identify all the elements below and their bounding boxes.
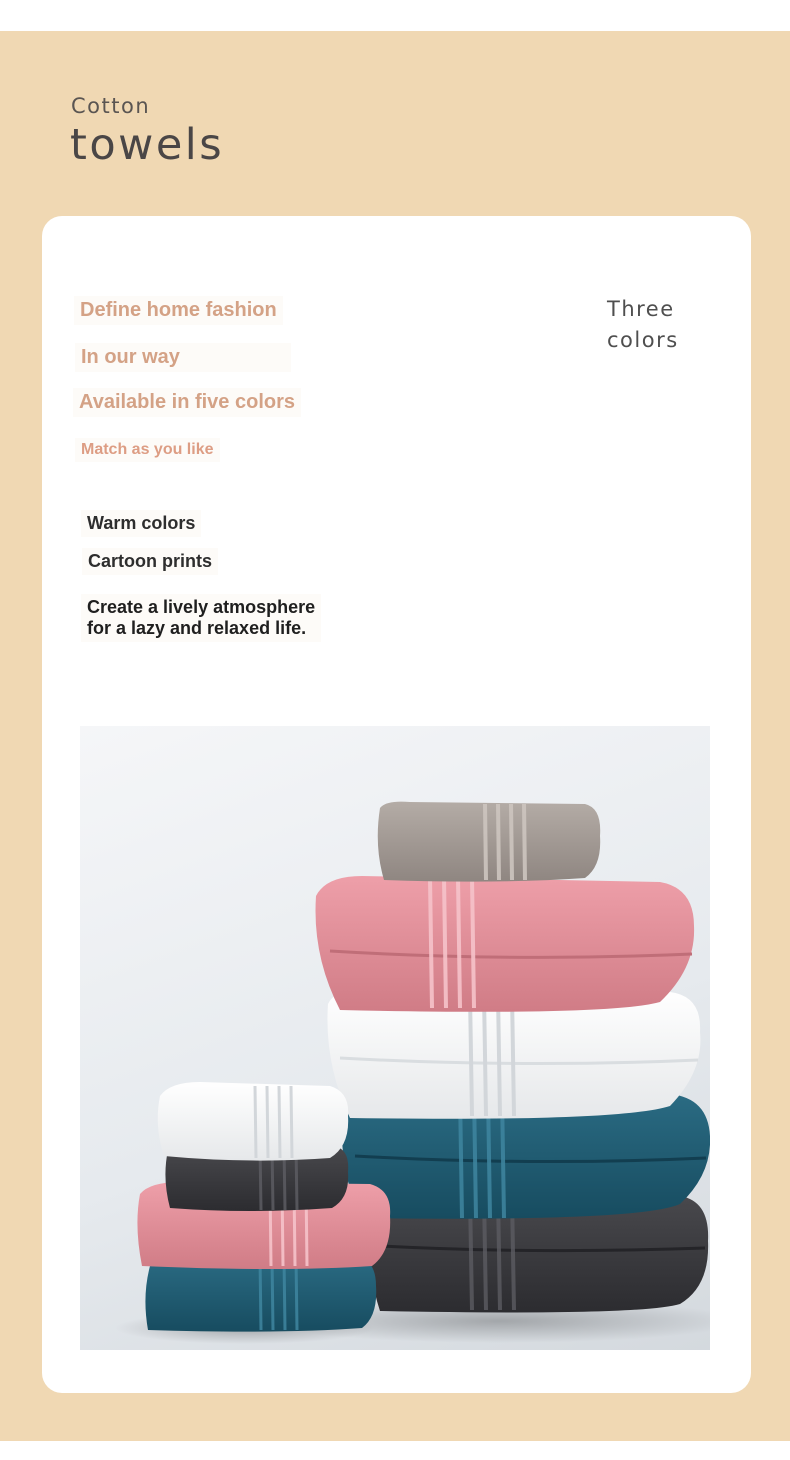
tagline-define-home-fashion: Define home fashion (74, 296, 283, 325)
three-colors-label (607, 294, 679, 356)
description-line-1: Create a lively atmosphere (87, 597, 316, 617)
title-small: Cotton (71, 94, 151, 118)
three-colors-line-2: colors (607, 328, 679, 352)
tagline-match: Match as you like (75, 438, 220, 462)
feature-cartoon-prints: Cartoon prints (82, 548, 218, 575)
tagline-in-our-way: In our way (75, 343, 291, 372)
towel-white-small (158, 1082, 348, 1161)
towel-pink-large (316, 876, 695, 1012)
product-photo-towels (80, 726, 710, 1350)
tagline-five-colors: Available in five colors (73, 388, 301, 417)
towel-stack-illustration (80, 726, 710, 1350)
feature-warm-colors: Warm colors (81, 510, 201, 537)
description-line-2: for a lazy and relaxed life. (87, 618, 307, 638)
page-title: towels (70, 120, 225, 170)
description-block (81, 594, 321, 642)
three-colors-line-1: Three (607, 297, 675, 321)
towel-gray-small (378, 802, 600, 882)
